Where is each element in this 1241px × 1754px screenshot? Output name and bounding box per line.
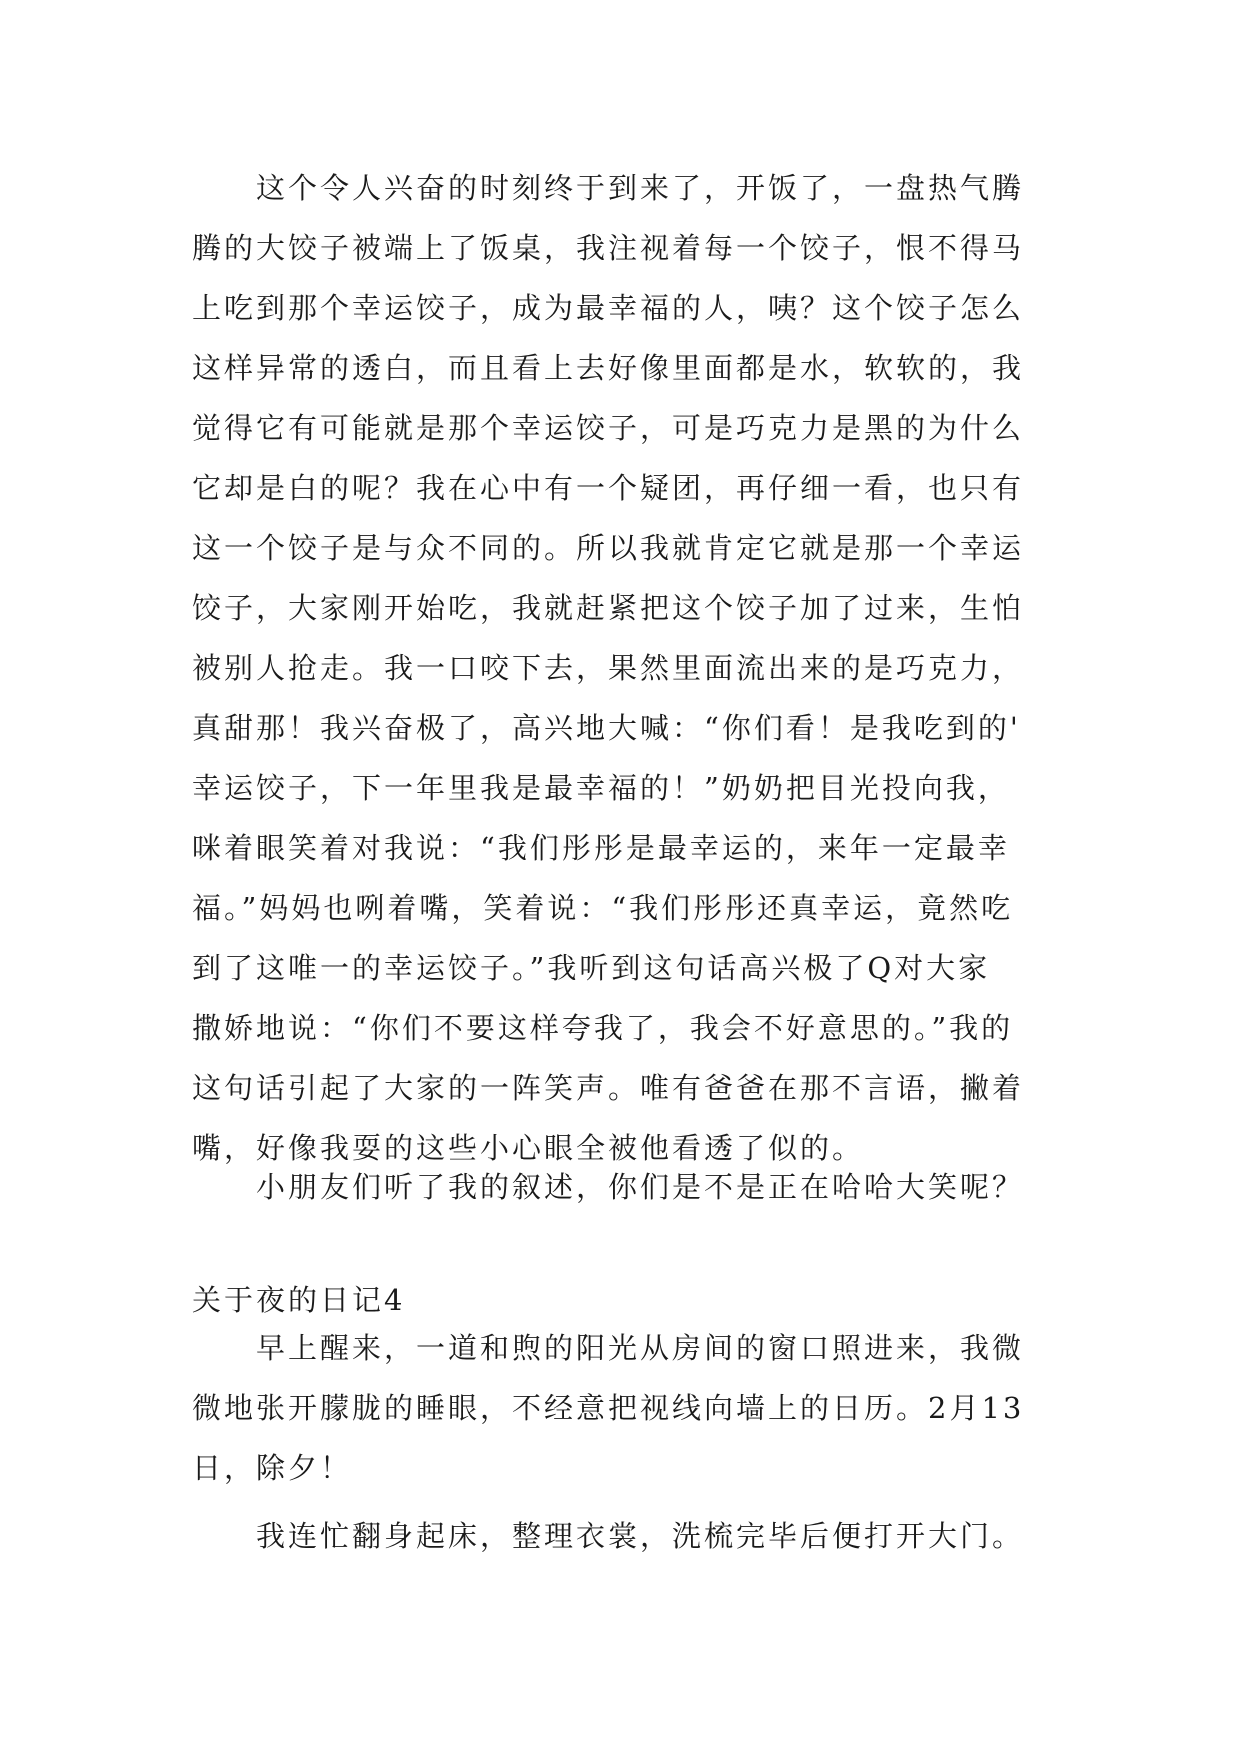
text-line: 被别人抢走。我一口咬下去，果然里面流出来的是巧克力， [192,651,1025,685]
text-line: 咪着眼笑着对我说：“我们彤彤是最幸运的，来年一定最幸 [192,831,1010,865]
text-line: 早上醒来，一道和煦的阳光从房间的窗口照进来，我微 [192,1331,1025,1365]
text-line: 我连忙翻身起床，整理衣裳，洗梳完毕后便打开大门。 [192,1519,1025,1553]
text-line: 福。”妈妈也咧着嘴，笑着说：“我们彤彤还真幸运，竟然吃 [192,891,1014,925]
text-line: 这个令人兴奋的时刻终于到来了，开饭了，一盘热气腾 [192,171,1025,205]
text-line: 真甜那！我兴奋极了，高兴地大喊：“你们看！是我吃到的' [192,711,1021,745]
text-line: 撒娇地说：“你们不要这样夸我了，我会不好意思的。”我的 [192,1011,1014,1045]
paragraph-get-up [192,1506,1072,1566]
paragraph-dumpling-story [192,158,1072,1178]
text-line: 这样异常的透白，而且看上去好像里面都是水，软软的，我 [192,351,1025,385]
text-line: 日，除夕！ [192,1451,353,1485]
text-line: 饺子，大家刚开始吃，我就赶紧把这个饺子加了过来，生怕 [192,591,1025,625]
heading-text: 关于夜的日记4 [192,1283,406,1317]
text-line: 嘴，好像我耍的这些小心眼全被他看透了似的。 [192,1131,865,1165]
text-line: 这句话引起了大家的一阵笑声。唯有爸爸在那不言语，撇着 [192,1071,1025,1105]
paragraph-morning [192,1318,1072,1498]
text-line: 小朋友们听了我的叙述，你们是不是正在哈哈大笑呢？ [192,1170,1025,1204]
text-line: 幸运饺子，下一年里我是最幸福的！”奶奶把目光投向我， [192,771,1010,805]
text-line: 微地张开朦胧的睡眼，不经意把视线向墙上的日历。2月13 [192,1391,1025,1425]
text-line: 腾的大饺子被端上了饭桌，我注视着每一个饺子，恨不得马 [192,231,1025,265]
paragraph-closing-question [192,1157,1072,1217]
text-line: 它却是白的呢？我在心中有一个疑团，再仔细一看，也只有 [192,471,1025,505]
text-line: 到了这唯一的幸运饺子。”我听到这句话高兴极了Q对大家 [192,951,991,985]
text-line: 上吃到那个幸运饺子，成为最幸福的人，咦？这个饺子怎么 [192,291,1025,325]
text-line: 这一个饺子是与众不同的。所以我就肯定它就是那一个幸运 [192,531,1025,565]
text-line: 觉得它有可能就是那个幸运饺子，可是巧克力是黑的为什么 [192,411,1025,445]
